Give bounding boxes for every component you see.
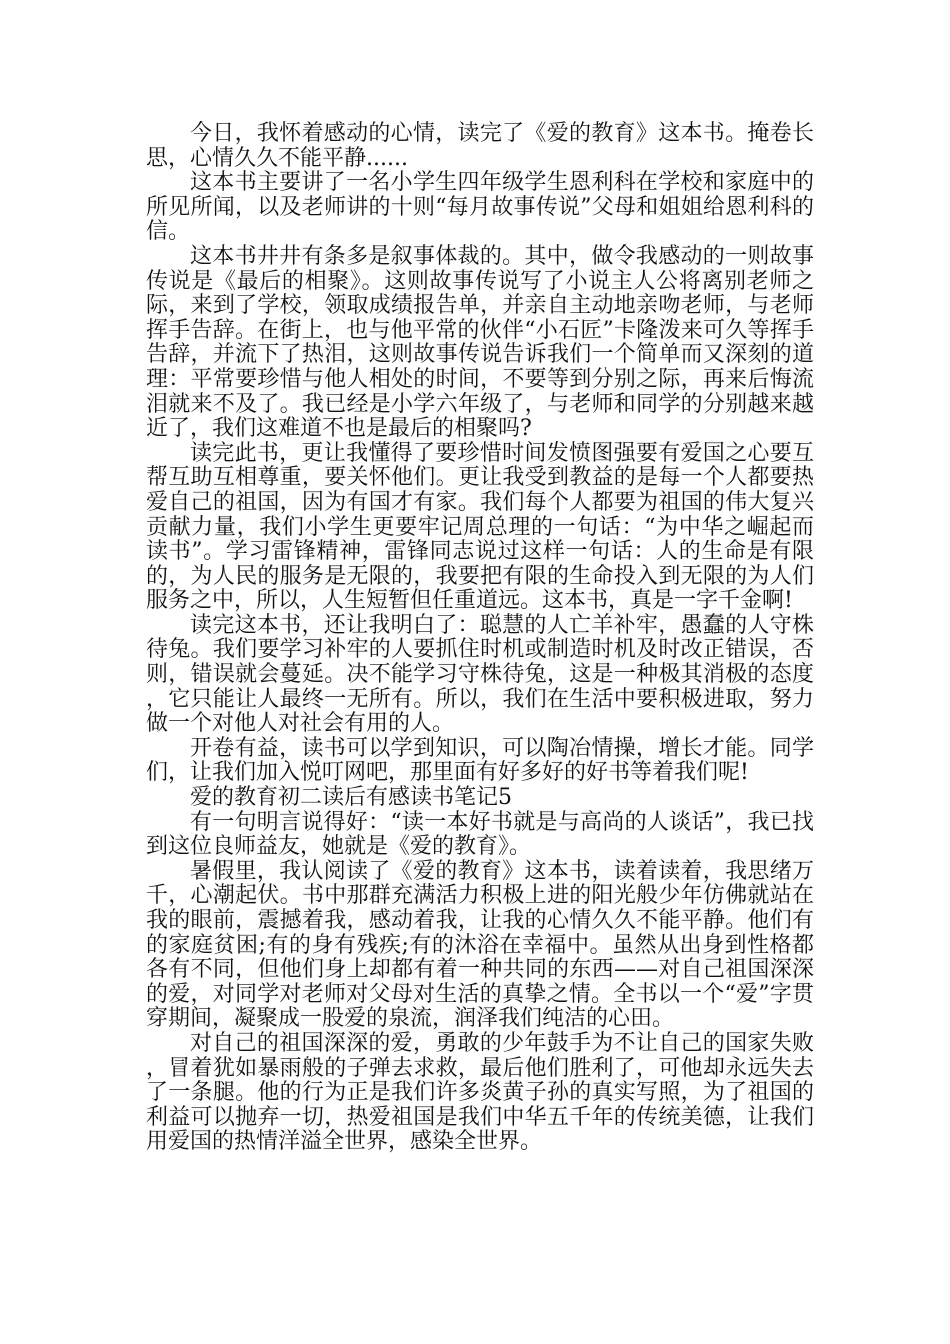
paragraph: 开卷有益，读书可以学到知识，可以陶冶情操，增长才能。同学们，让我们加入悦叮网吧，那里面有好多好的好书等着我们呢! <box>146 735 814 786</box>
paragraph: 有一句明言说得好：“读一本好书就是与高尚的人谈话”，我已找到这位良师益友，她就是《爱的教育》。 <box>146 809 814 860</box>
paragraph: 暑假里，我认阅读了《爱的教育》这本书，读着读着，我思绪万千，心潮起伏。书中那群充满活力积极上进的阳光般少年仿佛就站在我的眼前，震撼着我，感动着我，让我的心情久久不能平静。他们有的家庭贫困;有的身有残疾;有的沐浴在幸福中。虽然从出身到性格都各有不同，但他们身上却都有着一种共同的东西——对自己祖国深深的爱，对同学对老师对父母对生活的真挚之情。全书以一个“爱”字贯穿期间，凝聚成一股爱的泉流，润泽我们纯洁的心田。 <box>146 858 814 1032</box>
paragraph: 对自己的祖国深深的爱，勇敢的少年鼓手为不让自己的国家失败，冒着犹如暴雨般的子弹去求救，最后他们胜利了，可他却永远失去了一条腿。他的行为正是我们许多炎黄子孙的真实写照，为了祖国的利益可以抛弃一切，热爱祖国是我们中华五千年的传统美德，让我们用爱国的热情洋溢全世界，感染全世界。 <box>146 1030 814 1155</box>
paragraph: 这本书主要讲了一名小学生四年级学生恩利科在学校和家庭中的所见所闻，以及老师讲的十则“每月故事传说”父母和姐姐给恩利科的信。 <box>146 170 814 245</box>
document-body <box>146 122 814 1155</box>
paragraph: 今日，我怀着感动的心情，读完了《爱的教育》这本书。掩卷长思，心情久久不能平静...... <box>146 121 814 171</box>
section-heading: 爱的教育初二读后有感读书笔记5 <box>190 785 512 811</box>
paragraph: 这本书井井有条多是叙事体裁的。其中，做令我感动的一则故事传说是《最后的相聚》。这则故事传说写了小说主人公将离别老师之际，来到了学校，领取成绩报告单，并亲自主动地亲吻老师，与老师挥手告辞。在街上，也与他平常的伙伴“小石匠”卡隆泼来可久等挥手告辞，并流下了热泪，这则故事传说告诉我们一个简单而又深刻的道理：平常要珍惜与他人相处的时间，不要等到分别之际，再来后悔流泪就来不及了。我已经是小学六年级了，与老师和同学的分别越来越近了，我们这难道不也是最后的相聚吗? <box>146 243 814 442</box>
paragraph: 读完这本书，还让我明白了：聪慧的人亡羊补牢，愚蠢的人守株待兔。我们要学习补牢的人要抓住时机或制造时机及时改正错误，否则，错误就会蔓延。决不能学习守株待兔，这是一种极其消极的态度，它只能让人最终一无所有。所以，我们在生活中要积极进取，努力做一个对他人对社会有用的人。 <box>146 612 814 737</box>
paragraph: 读完此书，更让我懂得了要珍惜时间发愤图强要有爱国之心要互帮互助互相尊重，要关怀他们。更让我受到教益的是每一个人都要热爱自己的祖国，因为有国才有家。我们每个人都要为祖国的伟大复兴贡献力量，我们小学生更要牢记周总理的一句话：“为中华之崛起而读书”。学习雷锋精神，雷锋同志说过这样一句话：人的生命是有限的，为人民的服务是无限的，我要把有限的生命投入到无限的为人们服务之中，所以，人生短暂但任重道远。这本书，真是一字千金啊! <box>146 440 814 614</box>
